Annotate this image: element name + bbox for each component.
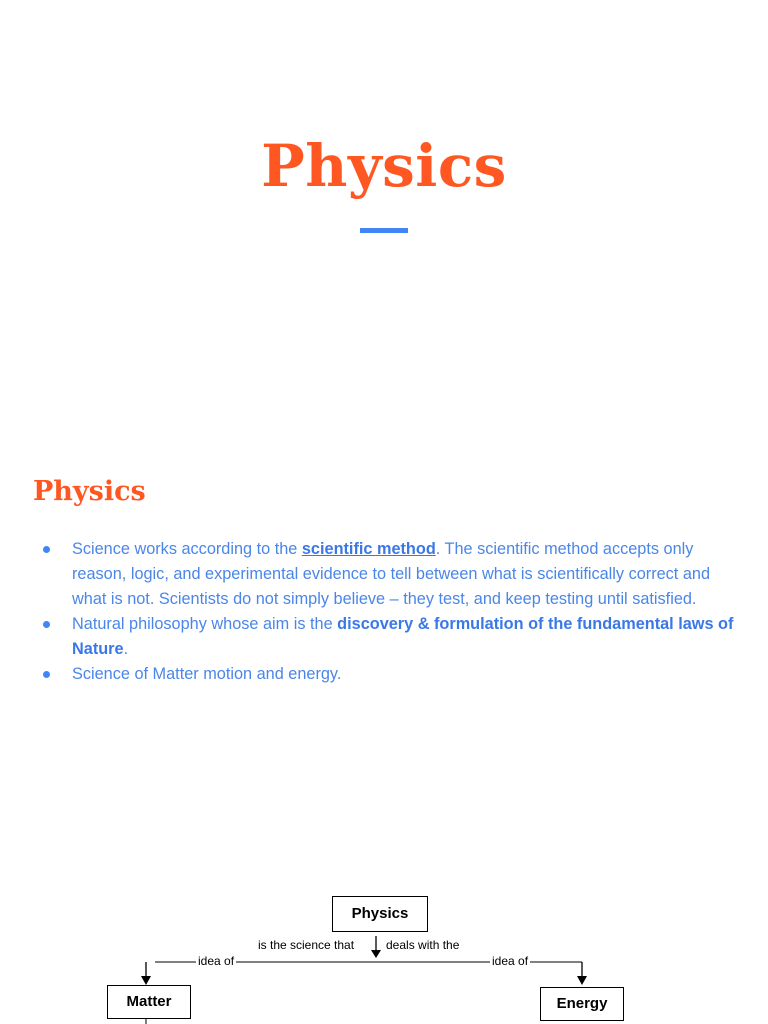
bullet-emphasis: discovery & formulation of the fundamental laws of Nature: [72, 615, 734, 658]
main-title: Physics: [261, 132, 507, 200]
bullet-text: .: [123, 640, 129, 658]
diagram-edge-label: idea of: [492, 954, 529, 968]
bullet-text: Natural philosophy whose aim is the: [72, 615, 338, 633]
diagram-node-physics: Physics: [332, 896, 428, 932]
list-item: [0, 612, 740, 662]
bullet-dot-icon: [43, 621, 50, 628]
bullet-list: [0, 537, 740, 687]
list-item: [0, 537, 740, 612]
diagram-edge-label: deals with the: [386, 938, 460, 952]
bullet-text: Science of Matter motion and energy.: [72, 665, 342, 683]
diagram-node-matter: Matter: [107, 985, 191, 1019]
bullet-dot-icon: [43, 671, 50, 678]
diagram-edge-label: is the science that: [258, 938, 355, 952]
section-heading: Physics: [33, 476, 146, 507]
bullet-text: . The scientific method accepts only reason, logic, and experimental evidence to tell between what is scientifically correct and what is not. Scientists do not simply believe – they test, and keep testing until satisfied.: [72, 540, 711, 608]
scientific-method-link[interactable]: scientific method: [301, 540, 436, 558]
title-slide: [0, 0, 768, 420]
diagram-edge-label: idea of: [198, 954, 235, 968]
bullet-text: Science works according to the: [72, 540, 302, 558]
list-item: [0, 662, 740, 687]
title-underline-accent: [360, 228, 408, 233]
diagram-node-energy: Energy: [540, 987, 624, 1021]
concept-diagram: [100, 890, 660, 1024]
bullet-dot-icon: [43, 546, 50, 553]
